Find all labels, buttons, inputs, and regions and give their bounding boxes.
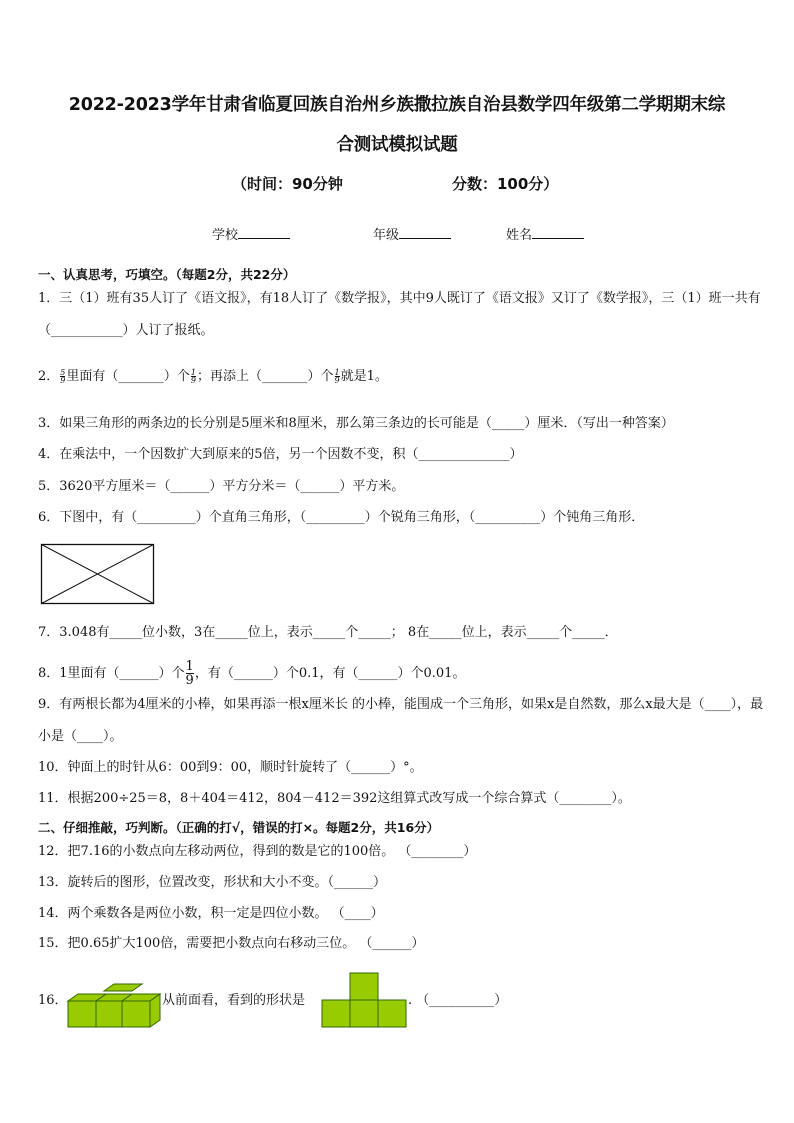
question-2-text-c: 就是1。 bbox=[340, 369, 388, 384]
name-blank[interactable] bbox=[532, 226, 584, 239]
front-view-top-square bbox=[350, 973, 378, 1000]
section-heading-fill-in: 一、认真思考，巧填空。（每题2分，共22分） bbox=[38, 267, 296, 282]
fraction-1-9-b: $\frac{1}{9}$ bbox=[334, 368, 340, 385]
question-6: 6．下图中，有（_________）个直角三角形，（_________）个锐角三角形，（__________）个钝角三角形． bbox=[38, 510, 645, 525]
question-16-text: 从前面看，看到的形状是 bbox=[162, 993, 306, 1008]
question-2-number: 2． bbox=[38, 369, 60, 384]
cube-front-face-3 bbox=[122, 1001, 150, 1027]
question-2-text-a: 里面有（_______）个 bbox=[66, 369, 190, 384]
question-7: 7．3.048有_____位小数，3在_____位上，表示_____个_____； 8在_____位上，表示_____个_____． bbox=[38, 625, 618, 640]
total-score: 分数：100分） bbox=[452, 175, 559, 193]
question-16-number: 16． bbox=[38, 993, 68, 1008]
question-14: 14．两个乘数各是两位小数，积一定是四位小数。 （____） bbox=[38, 906, 384, 921]
grade-field[interactable] bbox=[373, 224, 451, 243]
exam-title-line1: 2022-2023学年甘肃省临夏回族自治州乡族撒拉族自治县数学四年级第二学期期末综 bbox=[68, 95, 726, 115]
rectangle-diagonals-diagram bbox=[40, 543, 156, 606]
question-3: 3．如果三角形的两条边的长分别是5厘米和8厘米，那么第三条边的长可能是（_____）厘米．（写出一种答案） bbox=[38, 416, 674, 431]
cube-top-face-back bbox=[104, 984, 142, 991]
question-8-text-a: 8．1里面有（______）个 bbox=[38, 666, 185, 681]
school-field[interactable] bbox=[212, 224, 290, 243]
question-12: 12．把7.16的小数点向左移动两位，得到的数是它的100倍。 （________） bbox=[38, 844, 477, 859]
question-10: 10．钟面上的时针从6：00到9：00，顺时针旋转了（______）°。 bbox=[38, 760, 423, 775]
school-blank[interactable] bbox=[238, 226, 290, 239]
question-1: 1．三（1）班有35人订了《语文报》，有18人订了《数学报》，其中9人既订了《语文报》又订了《数学报》，三（1）班一共有（___________）人订了报纸。 bbox=[38, 291, 761, 338]
question-5: 5．3620平方厘米＝（______）平方分米＝（______）平方米。 bbox=[38, 479, 405, 494]
time-limit: （时间：90分钟 bbox=[232, 175, 343, 193]
question-2 bbox=[38, 369, 764, 385]
front-view-square-1 bbox=[322, 1000, 350, 1027]
school-label: 学校 bbox=[212, 228, 239, 243]
cube-front-face-2 bbox=[96, 1001, 122, 1027]
question-8 bbox=[38, 660, 764, 687]
grade-label: 年级 bbox=[373, 228, 400, 243]
fraction-1-9: $\frac{1}{9}$ bbox=[190, 368, 196, 385]
grade-blank[interactable] bbox=[399, 226, 451, 239]
question-8-text-b: ，有（______）个0.1，有（______）个0.01。 bbox=[194, 666, 466, 681]
name-label: 姓名 bbox=[506, 228, 533, 243]
question-4: 4．在乘法中，一个因数扩大到原来的5倍，另一个因数不变，积（______________） bbox=[38, 447, 523, 462]
question-9: 9．有两根长都为4厘米的小棒，如果再添一根x厘米长 的小棒，能围成一个三角形，如果x是自然数，那么x最大是（____），最小是（____）。 bbox=[38, 697, 764, 744]
question-11: 11．根据200÷25＝8，8＋404＝412，804－412＝392这组算式改写成一个综合算式（________）。 bbox=[38, 791, 631, 806]
fraction-1-9-q8: $\frac{1}{9}$ bbox=[185, 659, 194, 688]
fraction-5-9: $\frac{5}{9}$ bbox=[60, 368, 66, 385]
cube-stack-3d-figure bbox=[66, 981, 162, 1029]
front-view-square-2 bbox=[350, 1000, 378, 1027]
question-13: 13．旋转后的图形，位置改变，形状和大小不变。（______） bbox=[38, 875, 387, 890]
front-view-square-3 bbox=[378, 1000, 406, 1027]
front-view-shape bbox=[320, 972, 408, 1030]
section-heading-judge: 二、仔细推敲，巧判断。（正确的打√，错误的打×。每题2分，共16分） bbox=[38, 820, 440, 835]
name-field[interactable] bbox=[506, 224, 584, 243]
cube-front-face-1 bbox=[68, 1001, 96, 1027]
question-16-answer-blank: . （__________） bbox=[408, 993, 508, 1008]
question-15: 15．把0.65扩大100倍，需要把小数点向右移动三位。 （______） bbox=[38, 936, 425, 951]
exam-title-line2: 合测试模拟试题 bbox=[336, 135, 458, 155]
question-2-text-b: ；再添上（_______）个 bbox=[196, 369, 334, 384]
